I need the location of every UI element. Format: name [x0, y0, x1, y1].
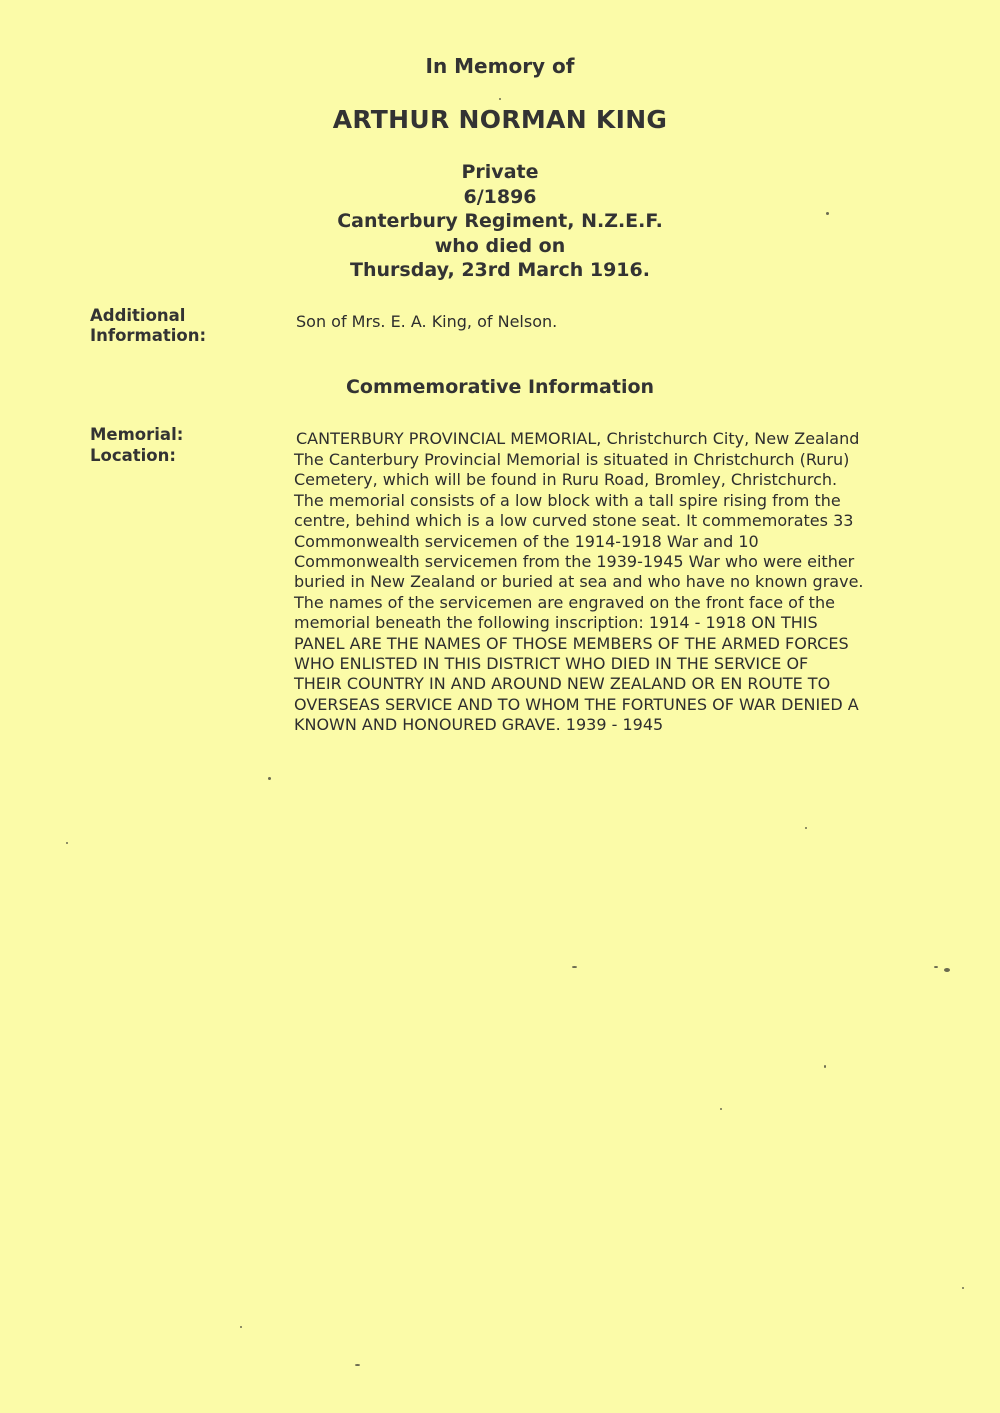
scan-speck — [572, 966, 577, 968]
scan-speck — [268, 777, 271, 780]
memorial-name: CANTERBURY PROVINCIAL MEMORIAL, Christchurch City, New Zealand — [296, 429, 860, 448]
additional-information-label — [90, 306, 250, 346]
deceased-name: ARTHUR NORMAN KING — [332, 105, 668, 134]
unit: Canterbury Regiment, N.Z.E.F. — [337, 210, 663, 232]
scan-speck — [720, 1108, 722, 1110]
location-line: Cemetery, which will be found in Ruru Road, Bromley, Christchurch. — [294, 470, 838, 490]
location-line: buried in New Zealand or buried at sea and who have no known grave. — [294, 572, 864, 592]
scan-speck — [824, 1065, 826, 1068]
scan-speck — [240, 1326, 242, 1328]
commemorative-title: Commemorative Information — [345, 376, 655, 398]
additional-information-text: Son of Mrs. E. A. King, of Nelson. — [296, 312, 558, 331]
location-line: THEIR COUNTRY IN AND AROUND NEW ZEALAND OR EN ROUTE TO — [294, 674, 831, 694]
location-text — [294, 450, 924, 736]
scan-speck — [962, 1287, 964, 1289]
scan-speck — [826, 212, 829, 215]
location-line: Commonwealth servicemen from the 1939-1945 War who were either — [294, 552, 855, 572]
location-line: WHO ENLISTED IN THIS DISTRICT WHO DIED IN THE SERVICE OF — [294, 654, 809, 674]
scan-speck — [66, 842, 68, 844]
location-line: centre, behind which is a low curved stone seat. It commemorates 33 — [294, 511, 854, 531]
died-label: who died on — [434, 234, 566, 257]
scan-speck — [944, 968, 950, 972]
location-label: Location: — [90, 446, 176, 465]
location-line: OVERSEAS SERVICE AND TO WHOM THE FORTUNES OF WAR DENIED A — [294, 694, 859, 714]
location-line: KNOWN AND HONOURED GRAVE. 1939 - 1945 — [294, 715, 664, 735]
service-number: 6/1896 — [463, 185, 537, 208]
location-line: The memorial consists of a low block with a tall spire rising from the — [294, 490, 841, 510]
location-line: Commonwealth servicemen of the 1914-1918 War and 10 — [294, 531, 759, 551]
location-line: PANEL ARE THE NAMES OF THOSE MEMBERS OF THE ARMED FORCES — [294, 633, 849, 653]
service-details — [0, 160, 1000, 283]
additional-label-line1: Additional — [90, 306, 186, 325]
memorial-label: Memorial: — [90, 425, 184, 444]
scan-speck — [934, 966, 938, 968]
location-line: The names of the servicemen are engraved on the front face of the — [294, 592, 835, 612]
in-memory-heading: In Memory of — [425, 54, 575, 78]
location-line: memorial beneath the following inscription: 1914 - 1918 ON THIS — [294, 613, 818, 633]
rank: Private — [461, 161, 539, 183]
scan-speck — [499, 98, 501, 100]
date-of-death: Thursday, 23rd March 1916. — [350, 259, 650, 281]
additional-label-line2: Information: — [90, 326, 207, 345]
location-line: The Canterbury Provincial Memorial is situated in Christchurch (Ruru) — [294, 450, 850, 469]
scan-speck — [355, 1364, 360, 1366]
scan-speck — [805, 827, 807, 829]
